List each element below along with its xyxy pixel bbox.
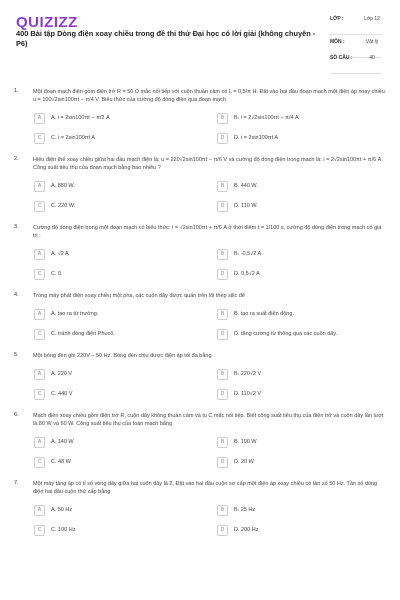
option-letter-box[interactable]: B: [217, 181, 228, 192]
option-text: D. tăng cường từ thông qua các cuộn dây.: [234, 331, 338, 337]
answer-option[interactable]: [217, 200, 387, 212]
option-letter-box[interactable]: D: [217, 457, 228, 468]
option-letter-box[interactable]: C: [34, 329, 45, 340]
answer-options: [0, 180, 400, 212]
answer-option[interactable]: [34, 200, 217, 212]
option-letter-box[interactable]: D: [217, 389, 228, 400]
option-letter-box[interactable]: C: [34, 457, 45, 468]
answer-option[interactable]: [217, 456, 387, 468]
answer-option[interactable]: [217, 524, 387, 536]
question-item: [0, 352, 400, 400]
question-text: Trong máy phát điện xoay chiều một pha, các cuộn dây được quấn trên lõi thép silic để: [33, 293, 245, 299]
option-letter-box[interactable]: D: [217, 525, 228, 536]
meta-class-label: LỚP :: [330, 16, 344, 22]
meta-subject-value: Vật lý: [365, 39, 379, 45]
option-letter-box[interactable]: C: [34, 133, 45, 144]
meta-class-value: Lớp 12: [364, 16, 380, 22]
answer-option[interactable]: [34, 504, 217, 516]
meta-count-label: SỐ CÂU :: [330, 55, 353, 61]
answer-option[interactable]: [217, 248, 387, 260]
answer-option[interactable]: [217, 368, 387, 380]
meta-count-row: [330, 53, 382, 74]
option-text: B. tạo ra suất điện động.: [234, 311, 294, 317]
question-number: 5.: [14, 352, 19, 358]
option-letter-box[interactable]: C: [34, 269, 45, 280]
question-text: Một máy tăng áp có tỉ số vòng dây giữa hai cuộn dây là 2. Đặt vào hai đầu cuộn sơ cấp một điện áp xoay chiều có tần số 50 Hz. Tần số dòng điện hai đầu cuộn thứ cấp bằng: [33, 481, 378, 495]
answer-options: [0, 504, 400, 536]
question-item: [0, 88, 400, 144]
option-letter-box[interactable]: D: [217, 329, 228, 340]
answer-option[interactable]: [34, 368, 217, 380]
option-letter-box[interactable]: B: [217, 309, 228, 320]
meta-subject-label: MÔN :: [330, 39, 345, 45]
option-text: A. 50 Hz: [51, 507, 73, 513]
question-header: [0, 480, 400, 496]
answer-option[interactable]: [34, 112, 217, 124]
option-letter-box[interactable]: D: [217, 133, 228, 144]
answer-option[interactable]: [217, 180, 387, 192]
option-text: A. 880 W.: [51, 183, 75, 189]
option-letter-box[interactable]: C: [34, 201, 45, 212]
option-text: C. 0: [51, 271, 62, 277]
answer-option[interactable]: [34, 132, 217, 144]
option-letter-box[interactable]: B: [217, 437, 228, 448]
question-item: [0, 224, 400, 280]
option-text: A. i = 2sin100πt − π/2 A: [51, 115, 110, 121]
question-text: Mạch điện xoay chiều gồm điện trở R, cuộn dây không thuần cảm và tụ C mắc nối tiếp. Biết công suất tiêu thụ của điện trở và cuộn dây lần lượt là 80 W và 60 W. Công suất tiêu thụ của toàn mạch bằng: [33, 413, 384, 427]
question-list: [0, 88, 400, 548]
option-letter-box[interactable]: C: [34, 389, 45, 400]
question-header: [0, 156, 400, 172]
option-text: B. i = 2√2sin100πt − π/4 A: [234, 115, 299, 121]
option-text: D. i = 2sin100πt A: [234, 135, 278, 141]
question-number: 2.: [14, 156, 19, 162]
option-text: D. 0,5√2 A: [234, 271, 260, 277]
option-text: A. 220 V: [51, 371, 73, 377]
answer-option[interactable]: [217, 388, 387, 400]
worksheet-title: 400 Bài tập Dòng điện xoay chiều trong đề thi thử Đại học có lời giải (không chuyên - P6): [16, 29, 316, 48]
question-number: 6.: [14, 412, 19, 418]
option-text: B. -0,5√2 A: [234, 251, 262, 257]
answer-option[interactable]: [217, 308, 387, 320]
meta-class-row: [330, 14, 382, 35]
question-header: [0, 292, 400, 300]
question-header: [0, 352, 400, 360]
worksheet-header: [0, 0, 400, 80]
answer-options: [0, 436, 400, 468]
option-text: C. 48 W: [51, 459, 71, 465]
option-letter-box[interactable]: A: [34, 369, 45, 380]
question-text: Một đoạn mạch điện gồm điện trở R = 50 Ω mắc nối tiếp với cuộn thuần cảm có L = 0,5/π H. Đặt vào hai đầu đoạn mạch một điện áp xoay chiều u = 100√2sin100πt − π/4 V. Biểu thức của cường độ dòng điện qua đoạn mạch: [33, 89, 385, 103]
option-text: C. 440 V: [51, 391, 73, 397]
option-text: C. i = 2sin100πt A: [51, 135, 95, 141]
option-letter-box[interactable]: A: [34, 437, 45, 448]
question-header: [0, 412, 400, 428]
answer-option[interactable]: [34, 388, 217, 400]
question-number: 4.: [14, 292, 19, 298]
option-text: C. 220 W.: [51, 203, 76, 209]
answer-options: [0, 248, 400, 280]
answer-option[interactable]: [217, 504, 387, 516]
answer-options: [0, 368, 400, 400]
answer-option[interactable]: [34, 180, 217, 192]
question-text: Một bóng đèn ghi 220V – 50 Hz. Bóng đèn chịu được điện áp tối đa bằng: [33, 353, 212, 359]
option-letter-box[interactable]: D: [217, 201, 228, 212]
answer-option[interactable]: [34, 268, 217, 280]
option-text: C. 100 Hz: [51, 527, 76, 533]
quizizz-logo: QUIZIZZ: [16, 14, 78, 31]
option-letter-box[interactable]: A: [34, 505, 45, 516]
answer-option[interactable]: [217, 112, 387, 124]
answer-option[interactable]: [217, 268, 387, 280]
option-letter-box[interactable]: A: [34, 249, 45, 260]
option-letter-box[interactable]: B: [217, 505, 228, 516]
option-text: D. 110 W.: [234, 203, 258, 209]
question-number: 7.: [14, 480, 19, 486]
option-letter-box[interactable]: D: [217, 269, 228, 280]
answer-option[interactable]: [34, 308, 217, 320]
answer-option[interactable]: [34, 456, 217, 468]
question-text: Hiệu điện thế xoay chiều giữa hai đầu mạch điện là: u = 220√2sin100πt − π/6 V và cường độ dòng điện trong mạch là: i = 2√2sin100πt + π/6 A. Công suất tiêu thụ của đoạn mạch bằng bao nhiêu ?: [33, 157, 383, 171]
question-header: [0, 224, 400, 240]
option-letter-box[interactable]: B: [217, 249, 228, 260]
answer-option[interactable]: [217, 436, 387, 448]
option-letter-box[interactable]: A: [34, 181, 45, 192]
answer-option[interactable]: [217, 132, 387, 144]
option-text: A. tạo ra từ trường.: [51, 311, 99, 317]
option-text: D. 110√2 V: [234, 391, 262, 397]
answer-options: [0, 308, 400, 340]
question-item: [0, 156, 400, 212]
option-letter-box[interactable]: B: [217, 369, 228, 380]
question-item: [0, 480, 400, 536]
answer-option[interactable]: [34, 248, 217, 260]
option-text: B. 440 W.: [234, 183, 258, 189]
answer-option[interactable]: [34, 436, 217, 448]
question-item: [0, 292, 400, 340]
option-text: B. 100 W: [234, 439, 257, 445]
option-letter-box[interactable]: B: [217, 113, 228, 124]
question-number: 1.: [14, 88, 19, 94]
option-text: A. √2 A: [51, 251, 69, 257]
question-text: Cường độ dòng điện trong một đoạn mạch có biểu thức: i = √2sin100πt + π/6 A ở thời điểm t = 1/100 s, cường độ dòng điện trong mạch có giá trị :: [33, 225, 382, 239]
option-text: B. 220√2 V: [234, 371, 262, 377]
option-text: D. 20 W: [234, 459, 254, 465]
answer-option[interactable]: [34, 328, 217, 340]
question-header: [0, 88, 400, 104]
option-letter-box[interactable]: A: [34, 309, 45, 320]
question-number: 3.: [14, 224, 19, 230]
question-item: [0, 412, 400, 468]
option-letter-box[interactable]: C: [34, 525, 45, 536]
option-letter-box[interactable]: A: [34, 113, 45, 124]
meta-count-value: 40: [369, 55, 375, 61]
answer-option[interactable]: [34, 524, 217, 536]
option-text: C. tránh dòng điện Phucô.: [51, 331, 115, 337]
answer-option[interactable]: [217, 328, 387, 340]
answer-options: [0, 112, 400, 144]
option-text: A. 140 W: [51, 439, 74, 445]
option-text: D. 200 Hz: [234, 527, 259, 533]
option-text: B. 25 Hz: [234, 507, 256, 513]
